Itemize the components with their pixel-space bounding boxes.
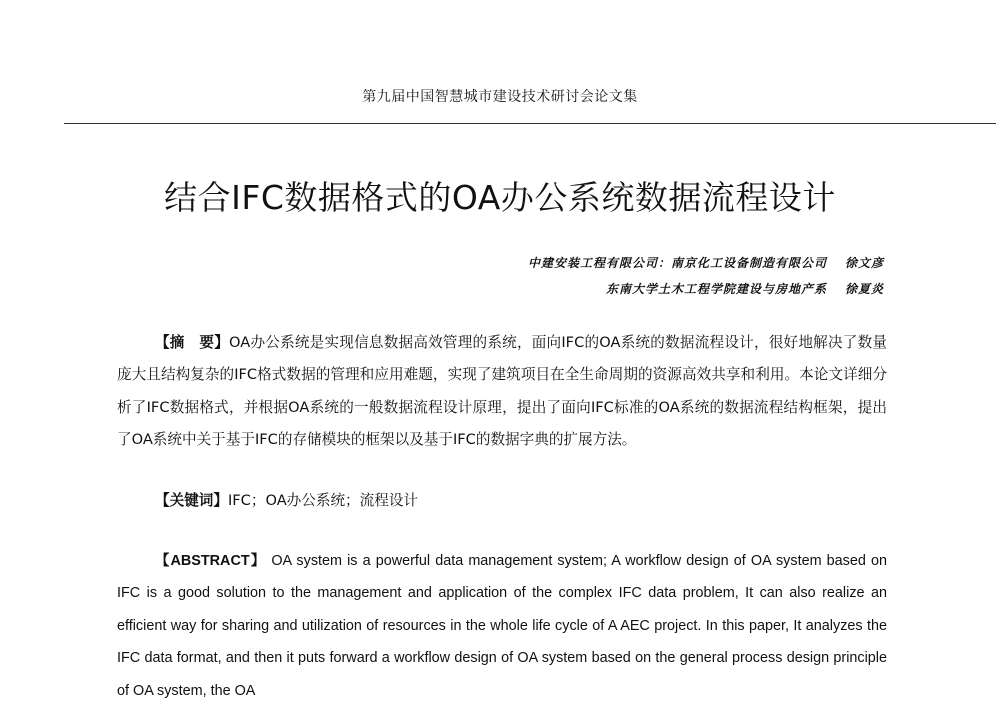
affiliation-line-1 <box>528 254 884 271</box>
abstract-text: OA办公系统是实现信息数据高效管理的系统，面向IFC的OA系统的数据流程设计，很好地解决了数量庞大且结构复杂的IFC格式数据的管理和应用难题，实现了建筑项目在全生命周期的资源高效共享和利用。本论文详细分析了IFC数据格式，并根据OA系统的一般数据流程设计原理，提出了面向IFC标准的OA系统的数据流程结构框架，提出了OA系统中关于基于IFC的存储模块的框架以及基于IFC的数据字典的扩展方法。 <box>117 334 887 449</box>
affiliation-org: 东南大学土木工程学院建设与房地产系 <box>605 282 827 296</box>
author-name: 徐文彦 <box>844 256 884 270</box>
keywords-chinese <box>155 485 418 517</box>
abstract-chinese <box>117 327 887 457</box>
abstract-english <box>117 545 887 707</box>
running-header: 第九届中国智慧城市建设技术研讨会论文集 <box>362 89 638 105</box>
header-divider <box>64 123 996 124</box>
author-name: 徐夏炎 <box>844 282 884 296</box>
affiliation-line-2 <box>606 280 884 297</box>
keywords-text: IFC；OA办公系统；流程设计 <box>227 492 419 509</box>
abstract-text-en: OA system is a powerful data management system; A workflow design of OA system based on IFC is a good solution to the management and application of the complex IFC data problem, It can also realize an efficient way for sharing and utilization of resources in the whole life cycle of A AEC project. In this paper, It analyzes the IFC data format, and then it puts forward a workflow design of OA system based on the general process design principle of OA system, the OA <box>117 553 887 699</box>
affiliation-org: 中建安装工程有限公司：南京化工设备制造有限公司 <box>527 256 827 270</box>
keywords-label: 【关键词】 <box>155 492 228 509</box>
paper-title: 结合IFC数据格式的OA办公系统数据流程设计 <box>164 178 836 217</box>
abstract-label-en: 【ABSTRACT】 <box>155 553 267 569</box>
abstract-label: 【摘 要】 <box>155 334 230 351</box>
